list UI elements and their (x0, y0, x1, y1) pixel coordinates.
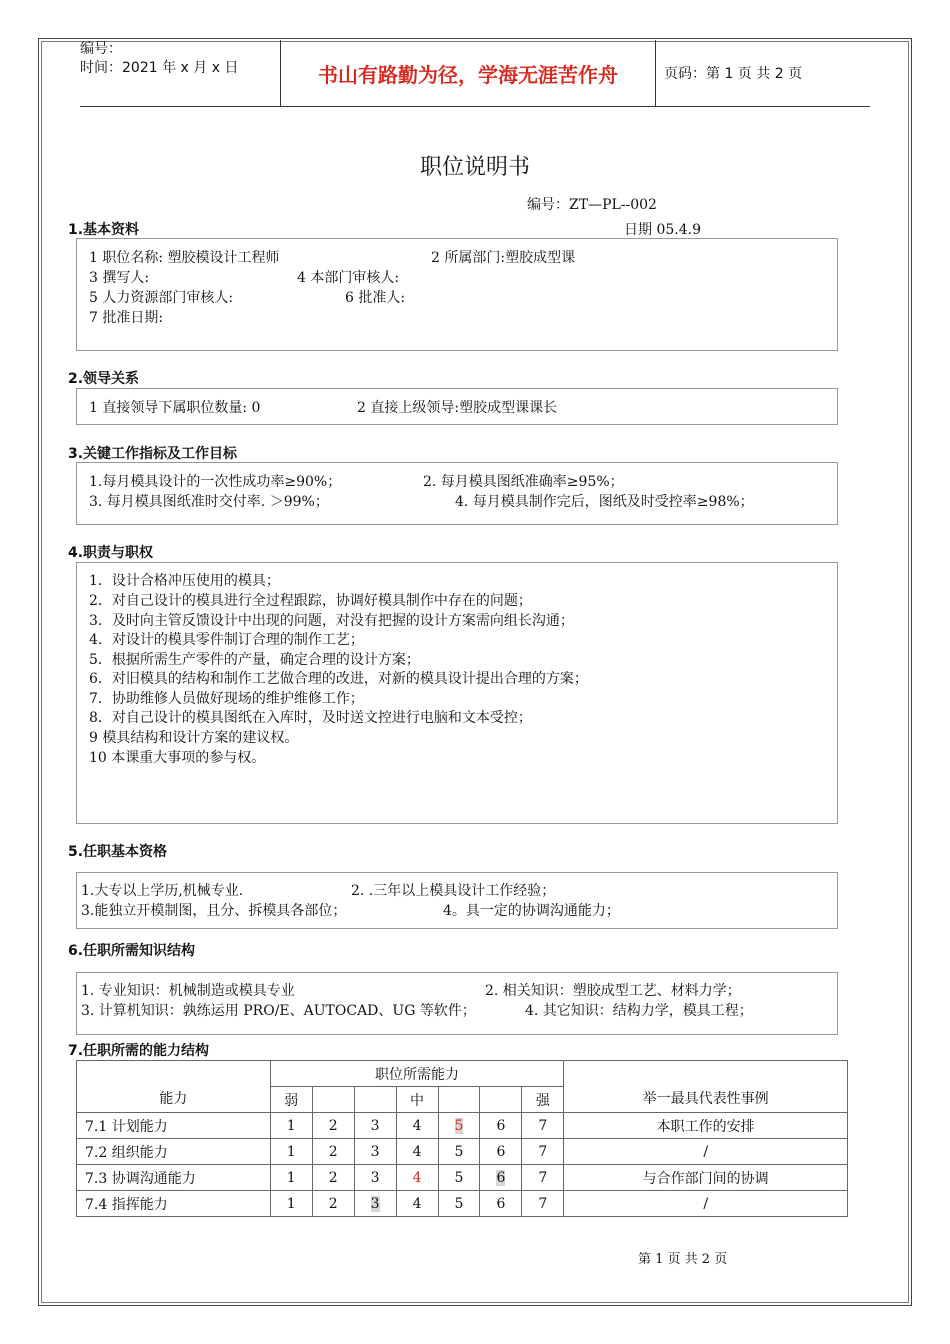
kpi-item: 4. 每月模具制作完后，图纸及时受控率≥98%； (455, 494, 754, 510)
qualification-item: 3.能独立开模制图，且分、拆模具各部位； (81, 903, 347, 919)
page-title: 职位说明书 (419, 155, 530, 180)
level-cell: 6 (480, 1139, 522, 1165)
level-cell: 7 (522, 1191, 564, 1217)
level-blank (438, 1087, 480, 1113)
kpi-item: 2. 每月模具图纸准确率≥95%； (423, 474, 624, 490)
level-cell: 7 (522, 1113, 564, 1139)
required-ability-header: 职位所需能力 (270, 1061, 564, 1087)
time-label: 时间：2021 年 x 月 x 日 (80, 60, 239, 76)
approval-date-field: 7 批准日期: (89, 310, 164, 326)
header-left-cell (80, 40, 280, 106)
ability-label: 7.3 协调沟通能力 (77, 1165, 271, 1191)
section-heading-qualifications: 5.任职基本资格 (68, 844, 168, 860)
level-cell: 1 (270, 1191, 312, 1217)
kpi-box (76, 462, 838, 525)
duty-item: 7．协助维修人员做好现场的维护维修工作； (89, 691, 364, 707)
section-heading-ability: 7.任职所需的能力结构 (68, 1043, 210, 1059)
duties-box (76, 562, 838, 824)
section-heading-leadership: 2.领导关系 (68, 371, 140, 387)
level-cell: 1 (270, 1113, 312, 1139)
qualifications-box (76, 872, 838, 929)
duty-item: 6．对旧模具的结构和制作工艺做合理的改进，对新的模具设计提出合理的方案； (89, 671, 588, 687)
knowledge-item: 4. 其它知识：结构力学，模具工程； (525, 1003, 753, 1019)
qualification-item: 4。具一定的协调沟通能力； (443, 903, 620, 919)
level-cell-selected (396, 1165, 438, 1191)
level-blank (480, 1087, 522, 1113)
dept-reviewer-field: 4 本部门审核人: (297, 270, 400, 286)
level-cell-marked (354, 1191, 396, 1217)
section-heading-duties: 4.职责与职权 (68, 545, 154, 561)
level-blank (312, 1087, 354, 1113)
knowledge-item: 3. 计算机知识：孰练运用 PRO/E、AUTOCAD、UG 等软件； (81, 1003, 476, 1019)
selected-level: 5 (454, 1117, 464, 1134)
motto: 书山有路勤为径，学海无涯苦作舟 (280, 40, 656, 106)
department-field: 2 所属部门:塑胶成型课 (431, 250, 576, 266)
page-indicator: 页码：第 1 页 共 2 页 (664, 66, 803, 82)
qualification-item: 1.大专以上学历,机械专业. (81, 883, 244, 899)
document-date: 日期 05.4.9 (624, 222, 701, 238)
approver-field: 6 批准人: (345, 290, 406, 306)
supervisor-field: 2 直接上级领导:塑胶成型课课长 (357, 400, 558, 416)
level-cell: 3 (354, 1165, 396, 1191)
page-header (80, 40, 870, 107)
level-cell: 3 (354, 1139, 396, 1165)
weak-label: 弱 (270, 1087, 312, 1113)
example-cell: 与合作部门间的协调 (564, 1165, 848, 1191)
qualification-item: 2. .三年以上模具设计工作经验； (351, 883, 556, 899)
author-field: 3 撰写人: (89, 270, 150, 286)
level-cell: 1 (270, 1139, 312, 1165)
section-heading-knowledge: 6.任职所需知识结构 (68, 943, 196, 959)
level-cell: 2 (312, 1165, 354, 1191)
example-cell: / (564, 1139, 848, 1165)
duty-item: 3．及时向主管反馈设计中出现的问题，对没有把握的设计方案需向组长沟通； (89, 613, 574, 629)
table-row (77, 1139, 848, 1165)
table-row (77, 1113, 848, 1139)
hr-reviewer-field: 5 人力资源部门审核人: (89, 290, 234, 306)
ability-label: 7.1 计划能力 (77, 1113, 271, 1139)
level-cell-selected (438, 1113, 480, 1139)
level-blank (354, 1087, 396, 1113)
level-cell: 4 (396, 1113, 438, 1139)
example-column-header: 举一最具代表性事例 (564, 1061, 848, 1113)
ability-table (76, 1060, 848, 1217)
duty-item: 4．对设计的模具零件制订合理的制作工艺； (89, 632, 364, 648)
ability-label: 7.2 组织能力 (77, 1139, 271, 1165)
knowledge-item: 1. 专业知识：机械制造或模具专业 (81, 983, 295, 999)
document-number: 编号：ZT—PL--002 (527, 197, 657, 213)
level-cell: 5 (438, 1191, 480, 1217)
duty-item: 1．设计合格冲压使用的模具； (89, 573, 280, 589)
level-cell: 3 (354, 1113, 396, 1139)
duty-item: 2．对自己设计的模具进行全过程跟踪，协调好模具制作中存在的问题； (89, 593, 532, 609)
level-cell: 5 (438, 1165, 480, 1191)
level-cell: 2 (312, 1139, 354, 1165)
level-cell: 6 (480, 1113, 522, 1139)
level-cell: 7 (522, 1139, 564, 1165)
selected-level: 4 (412, 1169, 422, 1186)
mid-label: 中 (396, 1087, 438, 1113)
knowledge-box (76, 972, 838, 1035)
section-heading-basic: 1.基本资料 (68, 222, 140, 238)
level-cell: 2 (312, 1191, 354, 1217)
ability-label: 7.4 指挥能力 (77, 1191, 271, 1217)
kpi-item: 3. 每月模具图纸准时交付率. ＞99%； (89, 494, 329, 510)
duty-item: 5．根据所需生产零件的产量，确定合理的设计方案； (89, 652, 420, 668)
duty-item: 10 本课重大事项的参与权。 (89, 750, 266, 766)
job-title-field: 1 职位名称: 塑胶模设计工程师 (89, 250, 280, 266)
marked-level: 6 (496, 1169, 506, 1186)
knowledge-item: 2. 相关知识：塑胶成型工艺、材料力学； (485, 983, 741, 999)
ability-column-header: 能力 (77, 1061, 271, 1113)
leadership-box (76, 388, 838, 425)
example-cell: / (564, 1191, 848, 1217)
level-cell: 5 (438, 1139, 480, 1165)
example-cell: 本职工作的安排 (564, 1113, 848, 1139)
table-row (77, 1165, 848, 1191)
subordinates-field: 1 直接领导下属职位数量: 0 (89, 400, 261, 416)
basic-info-box (76, 238, 838, 351)
level-cell: 7 (522, 1165, 564, 1191)
strong-label: 强 (522, 1087, 564, 1113)
level-cell: 4 (396, 1191, 438, 1217)
duty-item: 9 模具结构和设计方案的建议权。 (89, 730, 299, 746)
marked-level: 3 (370, 1195, 380, 1212)
table-row (77, 1191, 848, 1217)
kpi-item: 1.每月模具设计的一次性成功率≥90%； (89, 474, 342, 490)
level-cell: 2 (312, 1113, 354, 1139)
level-cell: 4 (396, 1139, 438, 1165)
number-label: 编号： (80, 41, 122, 57)
page-footer: 第 1 页 共 2 页 (638, 1252, 728, 1267)
duty-item: 8．对自己设计的模具图纸在入库时，及时送文控进行电脑和文本受控； (89, 710, 532, 726)
level-cell: 6 (480, 1191, 522, 1217)
section-heading-kpi: 3.关键工作指标及工作目标 (68, 446, 238, 462)
level-cell: 1 (270, 1165, 312, 1191)
level-cell-marked (480, 1165, 522, 1191)
table-header-row (77, 1061, 848, 1087)
